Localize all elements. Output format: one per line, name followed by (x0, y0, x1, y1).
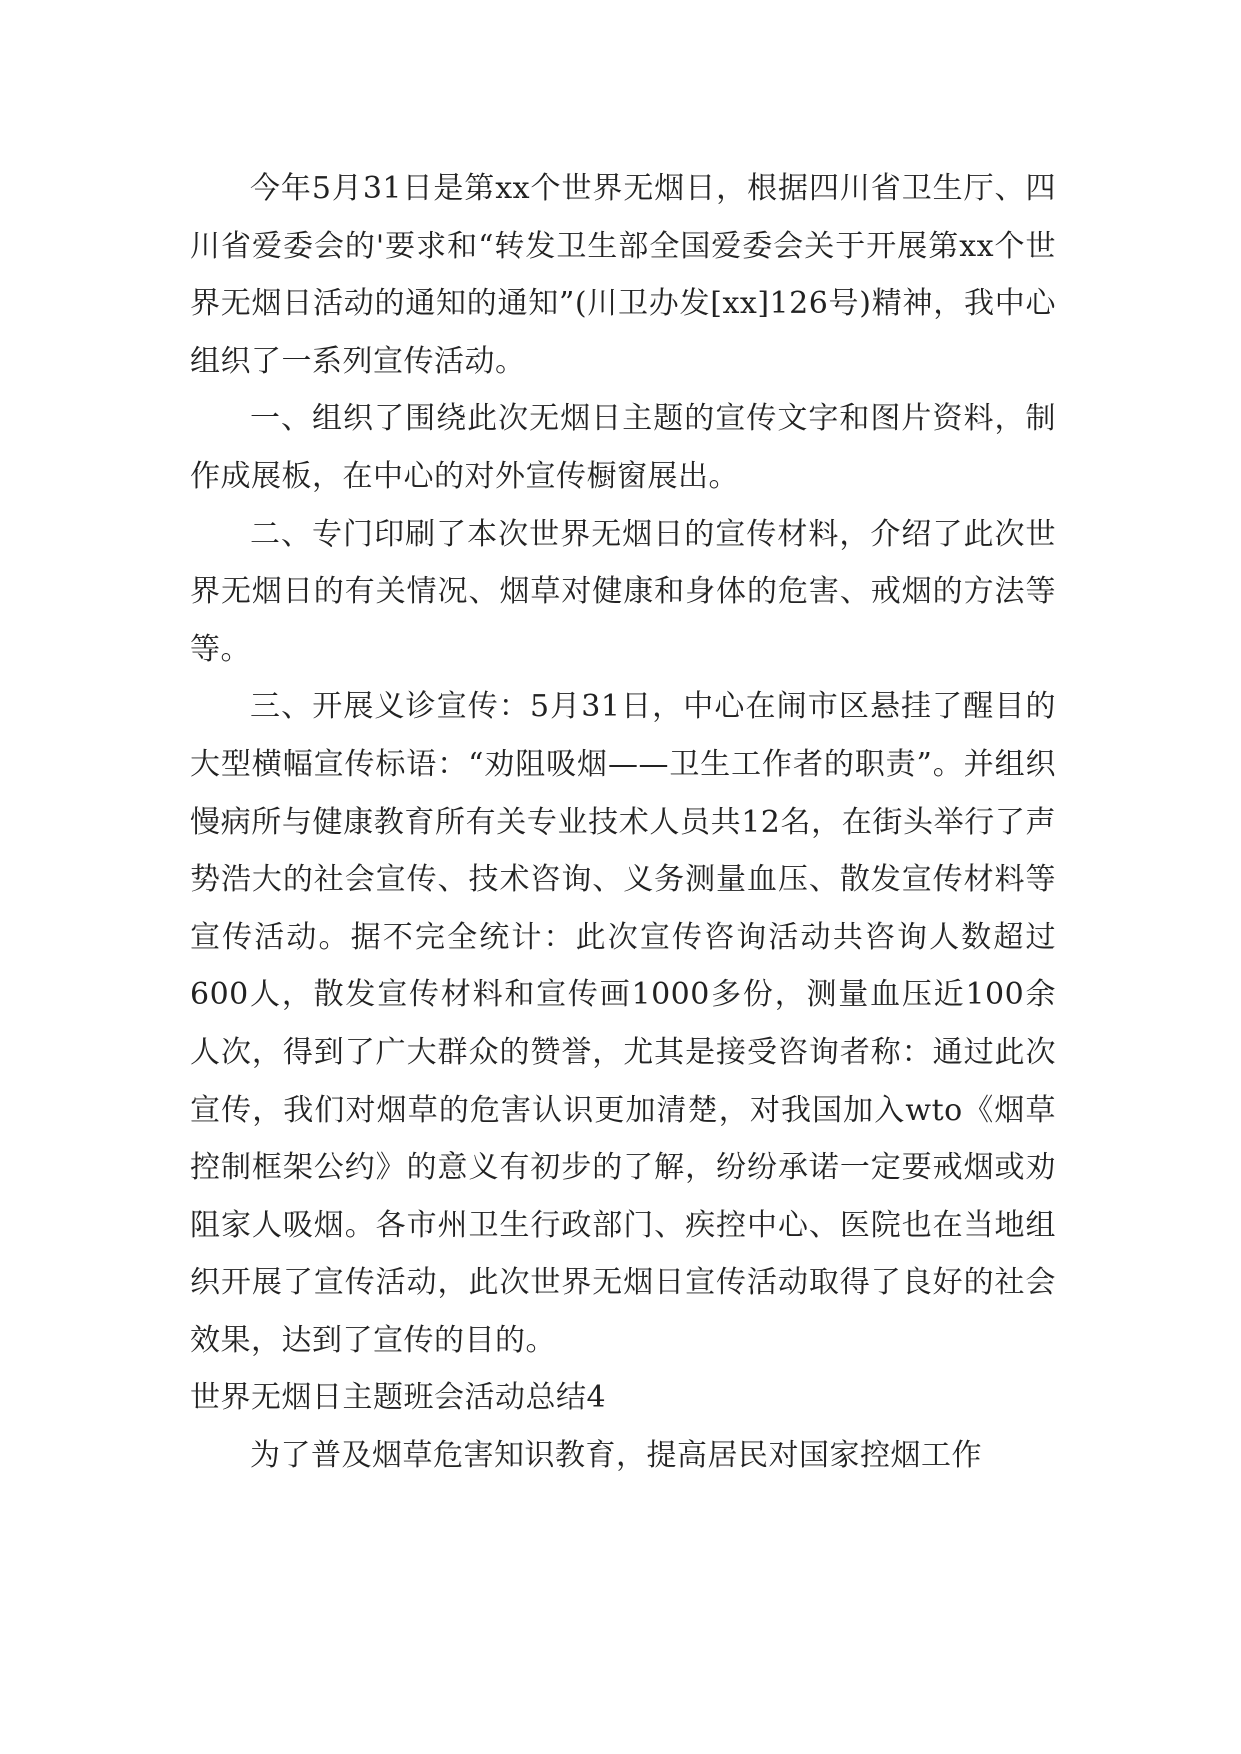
paragraph-intro: 今年5月31日是第xx个世界无烟日，根据四川省卫生厅、四川省爱委会的'要求和“转发卫生部全国爱委会关于开展第xx个世界无烟日活动的通知的通知”(川卫办发[xx]126号)精神，我中心组织了一系列宣传活动。 (190, 171, 1056, 379)
paragraph-item-2: 二、专门印刷了本次世界无烟日的宣传材料，介绍了此次世界无烟日的有关情况、烟草对健康和身体的危害、戒烟的方法等等。 (190, 516, 1056, 667)
paragraph-next-section: 为了普及烟草危害知识教育，提高居民对国家控烟工作 (250, 1438, 982, 1474)
document-body (190, 160, 1056, 1485)
section-heading: 世界无烟日主题班会活动总结4 (190, 1380, 607, 1416)
paragraph-item-3: 三、开展义诊宣传：5月31日，中心在闹市区悬挂了醒目的大型横幅宣传标语：“劝阻吸烟——卫生工作者的职责”。并组织慢病所与健康教育所有关专业技术人员共12名，在街头举行了声势浩大的社会宣传、技术咨询、义务测量血压、散发宣传材料等宣传活动。据不完全统计：此次宣传咨询活动共咨询人数超过600人，散发宣传材料和宣传画1000多份，测量血压近100余人次，得到了广大群众的赞誉，尤其是接受咨询者称：通过此次宣传，我们对烟草的危害认识更加清楚，对我国加入wto《烟草控制框架公约》的意义有初步的了解，纷纷承诺一定要戒烟或劝阻家人吸烟。各市州卫生行政部门、疾控中心、医院也在当地组织开展了宣传活动，此次世界无烟日宣传活动取得了良好的社会效果，达到了宣传的目的。 (190, 689, 1056, 1358)
paragraph-item-1: 一、组织了围绕此次无烟日主题的宣传文字和图片资料，制作成展板，在中心的对外宣传橱窗展出。 (190, 401, 1056, 494)
